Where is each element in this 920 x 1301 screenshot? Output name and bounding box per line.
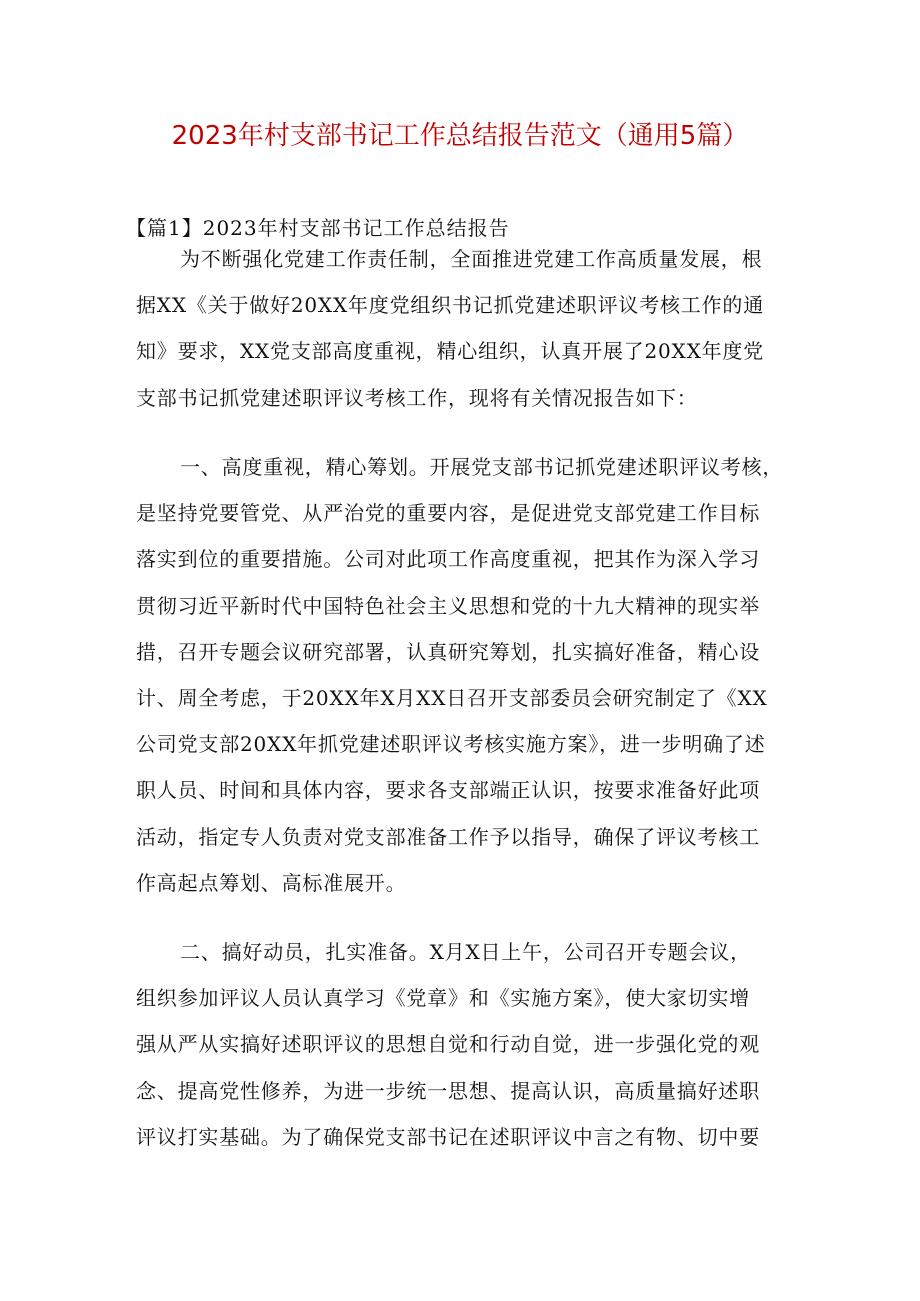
paragraph-section-two	[136, 929, 796, 1160]
paragraph-section-one	[136, 444, 796, 906]
paragraph-line: 念、提高党性修养，为进一步统一思想、提高认识，高质量搞好述职	[136, 1078, 760, 1103]
paragraph-line: 计、周全考虑，于20XX年X月XX日召开支部委员会研究制定了《XX	[136, 686, 768, 711]
paragraph-line: 作高起点筹划、高标准展开。	[136, 870, 407, 895]
paragraph-intro	[136, 236, 796, 421]
paragraph-line: 为不断强化党建工作责任制，全面推进党建工作高质量发展，根	[180, 247, 763, 271]
paragraph-line: 活动，指定专人负责对党支部准备工作予以指导，确保了评议考核工	[136, 824, 760, 849]
paragraph-line: 二、搞好动员，扎实准备。X月X日上午，公司召开专题会议，	[180, 940, 751, 964]
paragraph-line: 落实到位的重要措施。公司对此项工作高度重视，把其作为深入学习	[136, 547, 760, 572]
paragraph-line: 贯彻习近平新时代中国特色社会主义思想和党的十九大精神的现实举	[136, 593, 760, 618]
paragraph-line: 公司党支部20XX年抓党建述职评议考核实施方案》，进一步明确了述	[136, 732, 766, 757]
section-heading-text: 【篇1】2023年村支部书记工作总结报告	[126, 216, 510, 240]
paragraph-line: 一、高度重视，精心筹划。开展党支部书记抓党建述职评议考核，	[180, 455, 784, 479]
paragraph-line: 支部书记抓党建述职评议考核工作，现将有关情况报告如下：	[136, 385, 698, 410]
paragraph-line: 是坚持党要管党、从严治党的重要内容，是促进党支部党建工作目标	[136, 501, 760, 526]
paragraph-line: 知》要求，XX党支部高度重视，精心组织，认真开展了20XX年度党	[136, 339, 765, 364]
paragraph-line: 职人员、时间和具体内容，要求各支部端正认识，按要求准备好此项	[136, 778, 760, 803]
paragraph-line: 组织参加评议人员认真学习《党章》和《实施方案》，使大家切实增	[136, 986, 750, 1011]
document-title: 2023年村支部书记工作总结报告范文（通用5篇）	[171, 121, 749, 151]
paragraph-line: 强从严从实搞好述职评议的思想自觉和行动自觉，进一步强化党的观	[136, 1032, 760, 1057]
paragraph-line: 据XX《关于做好20XX年度党组织书记抓党建述职评议考核工作的通	[136, 293, 765, 318]
paragraph-line: 措，召开专题会议研究部署，认真研究筹划，扎实搞好准备，精心设	[136, 639, 760, 664]
paragraph-line: 评议打实基础。为了确保党支部书记在述职评议中言之有物、切中要	[136, 1124, 760, 1149]
